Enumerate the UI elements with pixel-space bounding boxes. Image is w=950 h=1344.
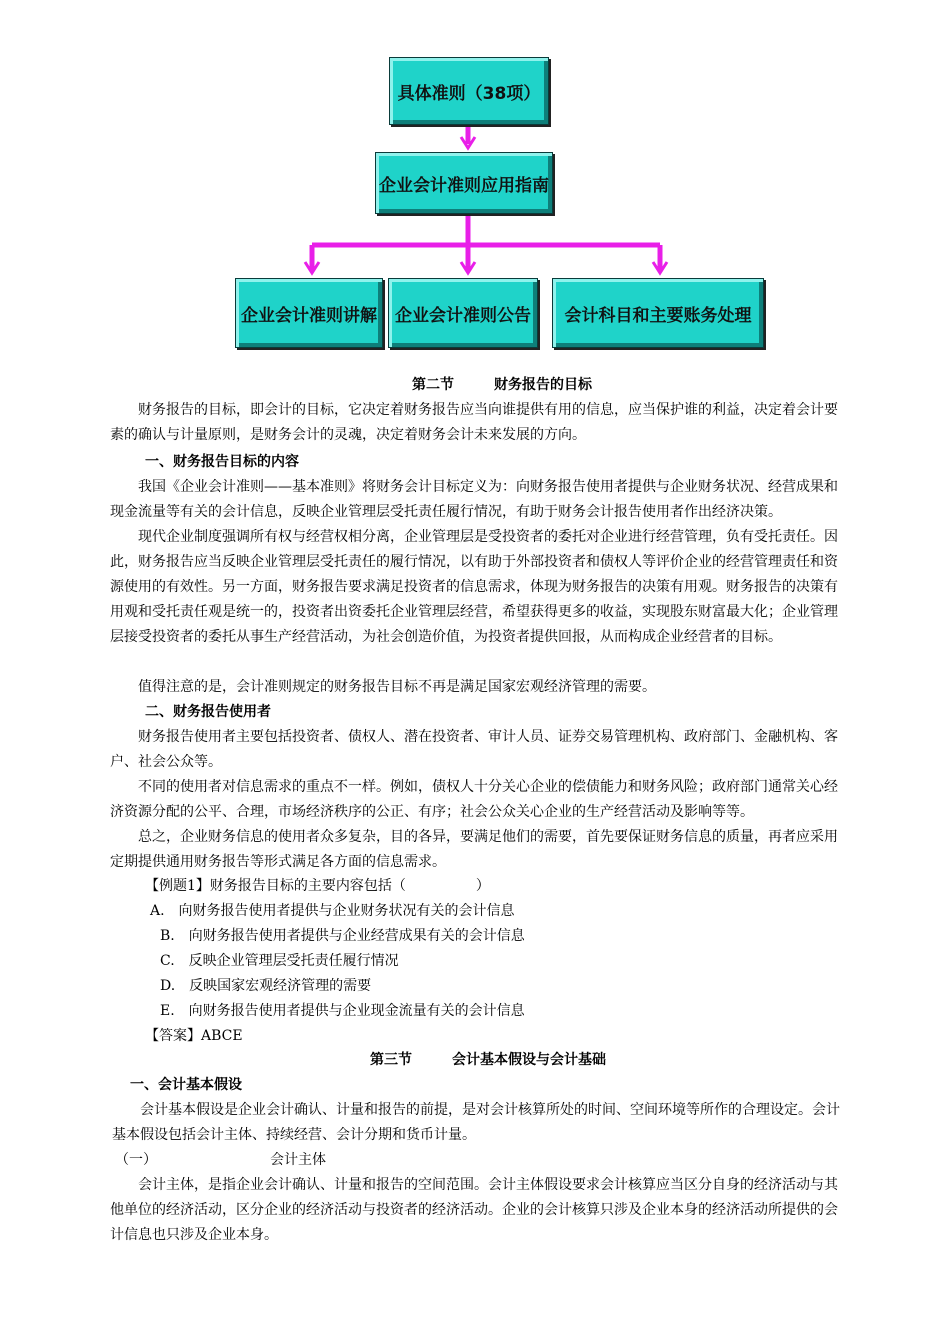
diagram-box-explanation: 企业会计准则讲解: [235, 278, 383, 348]
option-e: E. 向财务报告使用者提供与企业现金流量有关的会计信息: [160, 1003, 525, 1019]
diagram-box-application-guide: 企业会计准则应用指南: [375, 152, 553, 214]
section2-paragraph-1: 财务报告的目标，即会计的目标，它决定着财务报告应当向谁提供有用的信息，应当保护谁的利益，决定着会计要素的确认与计量原则，是财务会计的灵魂，决定着财务会计未来发展的方向。: [110, 402, 838, 443]
option-a: A. 向财务报告使用者提供与企业财务状况有关的会计信息: [150, 903, 515, 919]
section2-heading-1: 一、财务报告目标的内容: [145, 454, 299, 470]
section3-subheading-title: 会计主体: [270, 1152, 326, 1168]
section3-title-text: 会计基本假设与会计基础: [452, 1052, 606, 1068]
diagram-box-specific-standards: 具体准则（38项）: [389, 57, 549, 125]
example-answer: 【答案】ABCE: [145, 1028, 243, 1044]
section3-title: [370, 1048, 606, 1073]
option-d: D. 反映国家宏观经济管理的需要: [160, 978, 372, 994]
section2-heading-2: 二、财务报告使用者: [145, 704, 271, 720]
section2-title-text: 财务报告的目标: [494, 377, 592, 393]
section3-title-num: 第三节: [370, 1052, 412, 1068]
section2-title: [412, 373, 592, 398]
option-c: C. 反映企业管理层受托责任履行情况: [160, 953, 399, 969]
section2-paragraph-7: 总之，企业财务信息的使用者众多复杂，目的各异，要满足他们的需要，首先要保证财务信息的质量，再者应采用定期提供通用财务报告等形式满足各方面的信息需求。: [110, 829, 838, 870]
section2-title-num: 第二节: [412, 377, 454, 393]
diagram-box-announcement: 企业会计准则公告: [388, 278, 538, 348]
section2-paragraph-2: 我国《企业会计准则——基本准则》将财务会计目标定义为：向财务报告使用者提供与企业财务状况、经营成果和现金流量等有关的会计信息，反映企业管理层受托责任履行情况，有助于财务会计报告使用者作出经济决策。: [110, 479, 838, 520]
section2-paragraph-4: 值得注意的是，会计准则规定的财务报告目标不再是满足国家宏观经济管理的需要。: [138, 679, 656, 695]
diagram-box-accounts: 会计科目和主要账务处理: [552, 278, 764, 348]
section3-paragraph-1: 会计基本假设是企业会计确认、计量和报告的前提，是对会计核算所处的时间、空间环境等所作的合理设定。会计基本假设包括会计主体、持续经营、会计分期和货币计量。: [112, 1102, 840, 1143]
section2-paragraph-6: 不同的使用者对信息需求的重点不一样。例如，债权人十分关心企业的偿债能力和财务风险；政府部门通常关心经济资源分配的公平、合理，市场经济秩序的公正、有序；社会公众关心企业的生产经营活动及影响等等。: [110, 779, 838, 820]
option-b: B. 向财务报告使用者提供与企业经营成果有关的会计信息: [160, 928, 525, 944]
section3-paragraph-2: 会计主体，是指企业会计确认、计量和报告的空间范围。会计主体假设要求会计核算应当区分自身的经济活动与其他单位的经济活动，区分企业的经济活动与投资者的经济活动。企业的会计核算只涉及企业本身的经济活动所提供的会计信息也只涉及企业本身。: [110, 1177, 838, 1243]
section3-heading-1: 一、会计基本假设: [130, 1077, 242, 1093]
section3-subheading-num: （一）: [115, 1152, 157, 1168]
section2-paragraph-3: 现代企业制度强调所有权与经营权相分离，企业管理层是受投资者的委托对企业进行经营管理，负有受托责任。因此，财务报告应当反映企业管理层受托责任的履行情况，以有助于外部投资者和债权人等评价企业的经营管理责任和资源使用的有效性。另一方面，财务报告要求满足投资者的信息需求，体现为财务报告的决策有用观。财务报告的决策有用观和受托责任观是统一的，投资者出资委托企业管理层经营，希望获得更多的收益，实现股东财富最大化；企业管理层接受投资者的委托从事生产经营活动，为社会创造价值，为投资者提供回报，从而构成企业经营者的目标。: [110, 529, 838, 645]
example-question: 【例题1】财务报告目标的主要内容包括（ ）: [145, 878, 490, 894]
section2-paragraph-5: 财务报告使用者主要包括投资者、债权人、潜在投资者、审计人员、证券交易管理机构、政府部门、金融机构、客户、社会公众等。: [110, 729, 838, 770]
